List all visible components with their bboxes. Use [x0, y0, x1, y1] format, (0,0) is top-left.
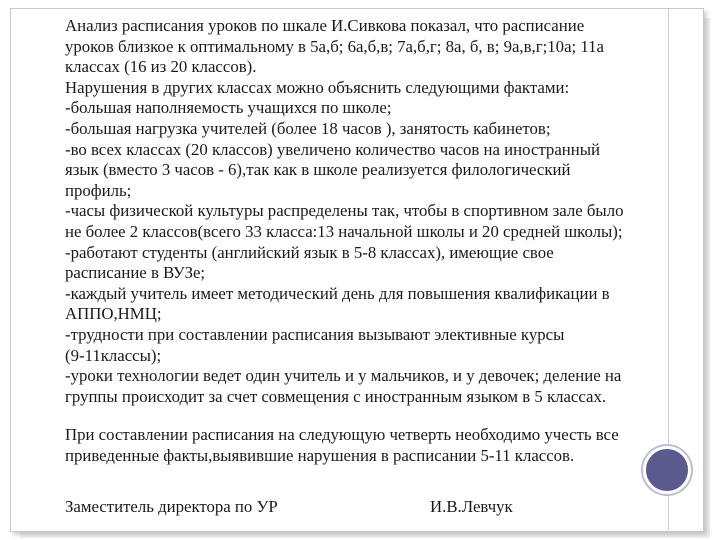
signer-position: Заместитель директора по УР: [65, 497, 278, 516]
text-line: (9-11классы);: [65, 345, 162, 365]
text-line: -каждый учитель имеет методический день для повышения квалификации в: [65, 283, 610, 303]
signer-name: И.В.Левчук: [430, 497, 513, 516]
text-line: -часы физической культуры распределены так, чтобы в спортивном зале было: [65, 201, 624, 221]
text-line: -большая нагрузка учителей (более 18 часов ), занятость кабинетов;: [65, 118, 551, 138]
document-body: [65, 16, 661, 466]
text-line: Нарушения в других классах можно объяснить следующими фактами:: [65, 77, 570, 97]
paragraph-gap: [65, 407, 661, 425]
conclusion-line: При составлении расписания на следующую четверть необходимо учесть все: [65, 425, 619, 445]
text-line: уроков близкое к оптимальному в 5а,б; 6а,б,в; 7а,б,г; 8а, б, в; 9а,в,г;10а; 11а: [65, 36, 604, 56]
text-line: АППО,НМЦ;: [65, 304, 162, 324]
text-line: профиль;: [65, 180, 132, 200]
text-line: классах (16 из 20 классов).: [65, 57, 257, 77]
conclusion-line: приведенные факты,выявившие нарушения в расписании 5-11 классов.: [65, 445, 575, 465]
text-line: -во всех классах (20 классов) увеличено количество часов на иностранный: [65, 139, 600, 159]
text-line: группы происходит за счет совмещения с иностранным языком в 5 классах.: [65, 386, 607, 406]
text-line: язык (вместо 3 часов - 6),так как в школе реализуется филологический: [65, 160, 571, 180]
text-line: Анализ расписания уроков по шкале И.Сивкова показал, что расписание: [65, 16, 585, 35]
text-line: -трудности при составлении расписания вызывают элективные курсы: [65, 324, 565, 344]
text-line: -работают студенты (английский язык в 5-8 классах), имеющие свое: [65, 242, 554, 262]
signature-block: [65, 497, 565, 517]
text-line: -большая наполняемость учащихся по школе;: [65, 98, 392, 118]
text-line: не более 2 классов(всего 33 класса:13 начальной школы и 20 средней школы);: [65, 221, 623, 241]
text-line: расписание в ВУЗе;: [65, 263, 206, 283]
text-line: -уроки технологии ведет один учитель и у мальчиков, и у девочек; деление на: [65, 366, 622, 386]
